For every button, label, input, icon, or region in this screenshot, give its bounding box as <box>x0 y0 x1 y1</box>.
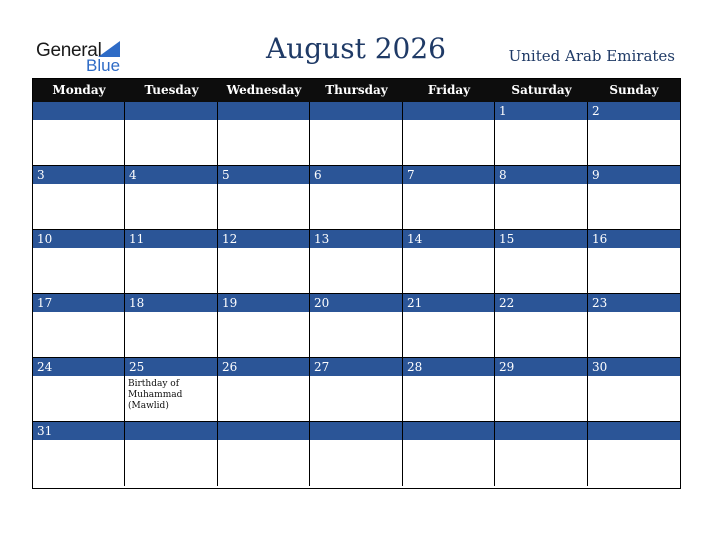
week-row <box>33 166 680 230</box>
day-number: 11 <box>129 232 145 246</box>
day-cell[interactable] <box>218 230 310 294</box>
day-number: 31 <box>37 424 53 438</box>
week-row <box>33 102 680 166</box>
day-number: 27 <box>314 360 330 374</box>
week-row <box>33 422 680 486</box>
weekday-header <box>33 79 680 102</box>
day-number: 16 <box>592 232 608 246</box>
day-cell[interactable] <box>125 230 218 294</box>
day-number: 3 <box>37 168 45 182</box>
day-cell[interactable] <box>403 166 495 230</box>
day-cell[interactable] <box>403 294 495 358</box>
day-cell[interactable] <box>33 166 125 230</box>
day-cell[interactable] <box>403 422 495 486</box>
week-row <box>33 230 680 294</box>
day-cell[interactable] <box>495 358 588 422</box>
page-title: August 2026 <box>266 32 446 65</box>
day-number: 1 <box>499 104 507 118</box>
day-cell[interactable] <box>588 102 680 166</box>
day-cell[interactable] <box>588 166 680 230</box>
day-number: 2 <box>592 104 600 118</box>
day-cell[interactable] <box>218 294 310 358</box>
weekday-thursday: Thursday <box>325 83 388 97</box>
day-number: 13 <box>314 232 330 246</box>
logo-text-general: General <box>36 40 102 61</box>
holiday-label: Birthday of Muhammad (Mawlid) <box>128 379 183 411</box>
day-cell[interactable] <box>495 102 588 166</box>
day-cell[interactable] <box>125 294 218 358</box>
day-cell[interactable] <box>218 358 310 422</box>
day-cell[interactable] <box>310 230 403 294</box>
day-number: 21 <box>407 296 423 310</box>
day-number: 6 <box>314 168 322 182</box>
day-cell[interactable] <box>218 102 310 166</box>
day-cell[interactable] <box>588 358 680 422</box>
day-cell[interactable] <box>310 294 403 358</box>
day-number: 15 <box>499 232 515 246</box>
day-cell[interactable] <box>33 294 125 358</box>
weekday-monday: Monday <box>52 83 106 97</box>
day-number: 10 <box>37 232 53 246</box>
day-cell[interactable] <box>218 422 310 486</box>
week-row <box>33 294 680 358</box>
day-number: 23 <box>592 296 608 310</box>
day-number: 20 <box>314 296 330 310</box>
day-number: 5 <box>222 168 230 182</box>
day-number: 8 <box>499 168 507 182</box>
day-number: 18 <box>129 296 145 310</box>
day-cell[interactable] <box>403 230 495 294</box>
day-cell[interactable] <box>310 358 403 422</box>
country-name: United Arab Emirates <box>508 47 675 65</box>
day-number: 4 <box>129 168 137 182</box>
day-number: 29 <box>499 360 515 374</box>
day-number: 14 <box>407 232 423 246</box>
weekday-sunday: Sunday <box>609 83 659 97</box>
day-number: 26 <box>222 360 238 374</box>
day-cell[interactable] <box>495 166 588 230</box>
calendar-grid <box>32 78 681 489</box>
day-cell[interactable] <box>403 358 495 422</box>
week-row <box>33 358 680 422</box>
day-cell[interactable] <box>33 358 125 422</box>
day-cell[interactable] <box>588 230 680 294</box>
day-number: 24 <box>37 360 53 374</box>
logo-text-blue: Blue <box>86 56 121 75</box>
day-cell[interactable] <box>588 294 680 358</box>
day-cell[interactable] <box>218 166 310 230</box>
day-cell[interactable] <box>125 102 218 166</box>
day-number: 30 <box>592 360 608 374</box>
day-cell[interactable] <box>495 230 588 294</box>
day-cell[interactable] <box>403 102 495 166</box>
day-cell[interactable] <box>125 358 218 422</box>
day-cell[interactable] <box>310 102 403 166</box>
day-number: 25 <box>129 360 145 374</box>
weekday-wednesday: Wednesday <box>226 83 302 97</box>
weekday-saturday: Saturday <box>511 83 572 97</box>
day-number: 22 <box>499 296 515 310</box>
day-cell[interactable] <box>33 230 125 294</box>
weekday-tuesday: Tuesday <box>144 83 199 97</box>
day-number: 19 <box>222 296 238 310</box>
day-cell[interactable] <box>310 422 403 486</box>
day-number: 9 <box>592 168 600 182</box>
day-cell[interactable] <box>588 422 680 486</box>
day-cell[interactable] <box>495 422 588 486</box>
day-number: 12 <box>222 232 238 246</box>
day-cell[interactable] <box>125 166 218 230</box>
day-number: 28 <box>407 360 423 374</box>
day-cell[interactable] <box>310 166 403 230</box>
day-number: 17 <box>37 296 53 310</box>
weekday-friday: Friday <box>427 83 471 97</box>
day-number: 7 <box>407 168 415 182</box>
day-cell[interactable] <box>33 102 125 166</box>
day-cell[interactable] <box>125 422 218 486</box>
day-cell[interactable] <box>33 422 125 486</box>
day-cell[interactable] <box>495 294 588 358</box>
